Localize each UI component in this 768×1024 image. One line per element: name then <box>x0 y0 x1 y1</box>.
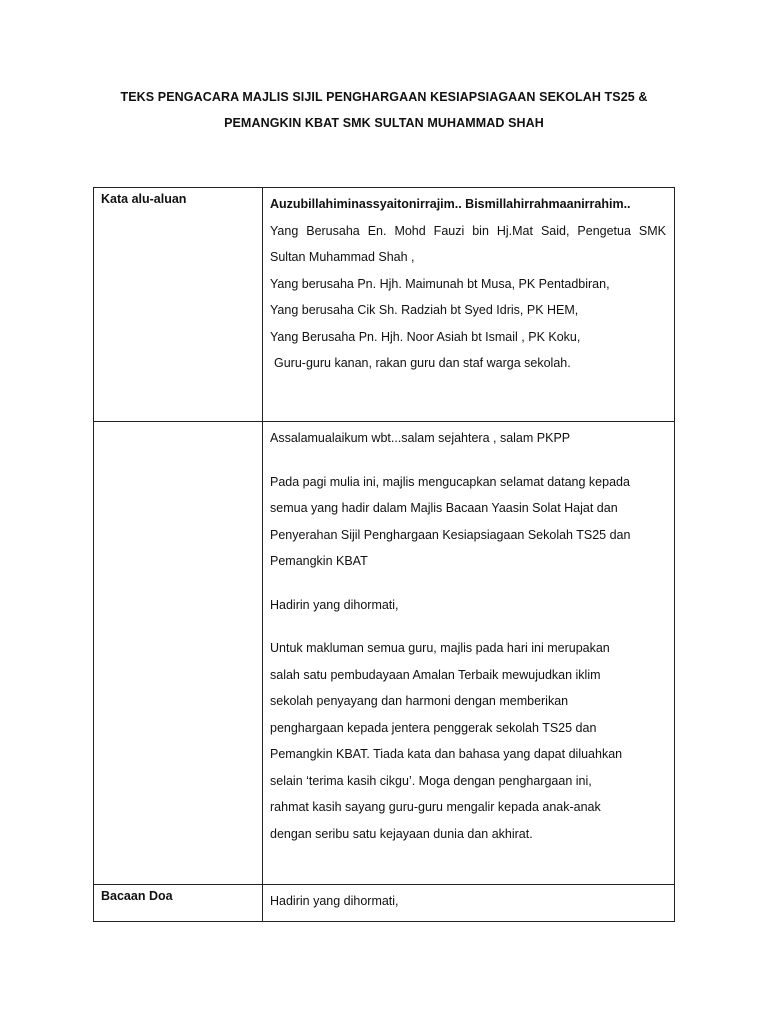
document-title-line-2: PEMANGKIN KBAT SMK SULTAN MUHAMMAD SHAH <box>224 116 544 130</box>
address-line: Hadirin yang dihormati, <box>270 597 399 612</box>
section-label-prayer: Bacaan Doa <box>94 885 263 922</box>
section-content-opening <box>263 422 675 885</box>
paragraph-line: semua yang hadir dalam Majlis Bacaan Yaasin Solat Hajat dan <box>270 501 618 515</box>
paragraph-line: Pemangkin KBAT <box>270 554 368 568</box>
table-row <box>94 188 675 422</box>
salutation-line: Yang berusaha Cik Sh. Radziah bt Syed Idris, PK HEM, <box>270 303 579 317</box>
paragraph-line: Pemangkin KBAT. Tiada kata dan bahasa yang dapat diluahkan <box>270 747 623 761</box>
paragraph-line: Untuk makluman semua guru, majlis pada hari ini merupakan <box>270 641 610 655</box>
section-content-prayer <box>263 885 675 922</box>
salutation-line: Yang berusaha Pn. Hjh. Maimunah bt Musa, PK Pentadbiran, <box>270 276 610 291</box>
document-title-line-1: TEKS PENGACARA MAJLIS SIJIL PENGHARGAAN KESIAPSIAGAAN SEKOLAH TS25 & <box>120 90 648 104</box>
paragraph-line: rahmat kasih sayang guru-guru mengalir kepada anak-anak <box>270 800 601 814</box>
opening-invocation: Auzubillahiminassyaitonirrajim.. Bismillahirrahmaanirrahim.. <box>270 197 631 211</box>
section-label-welcome: Kata alu-aluan <box>94 188 263 422</box>
paragraph-line: Pada pagi mulia ini, majlis mengucapkan selamat datang kepada <box>270 474 630 489</box>
section-label-empty <box>94 422 263 885</box>
paragraph-line: dengan seribu satu kejayaan dunia dan akhirat. <box>270 826 533 841</box>
section-content-welcome <box>263 188 675 422</box>
salutation-line: Guru-guru kanan, rakan guru dan staf warga sekolah. <box>274 356 571 370</box>
paragraph-line: Penyerahan Sijil Penghargaan Kesiapsiagaan Sekolah TS25 dan <box>270 527 631 542</box>
table-row <box>94 422 675 885</box>
paragraph-line: salah satu pembudayaan Amalan Terbaik mewujudkan iklim <box>270 667 601 682</box>
table-row <box>94 885 675 922</box>
salutation-line: Sultan Muhammad Shah , <box>270 250 415 264</box>
emcee-script-table <box>93 187 675 922</box>
address-line: Hadirin yang dihormati, <box>270 894 399 908</box>
salutation-line: Yang Berusaha Pn. Hjh. Noor Asiah bt Ismail , PK Koku, <box>270 329 581 344</box>
paragraph-line: penghargaan kepada jentera penggerak sekolah TS25 dan <box>270 720 597 735</box>
salutation-line: Yang Berusaha En. Mohd Fauzi bin Hj.Mat Said, Pengetua SMK <box>270 223 666 238</box>
greeting-line: Assalamualaikum wbt...salam sejahtera , salam PKPP <box>270 431 571 445</box>
paragraph-line: sekolah penyayang dan harmoni dengan memberikan <box>270 694 569 708</box>
paragraph-line: selain ‘terima kasih cikgu’. Moga dengan penghargaan ini, <box>270 773 592 788</box>
